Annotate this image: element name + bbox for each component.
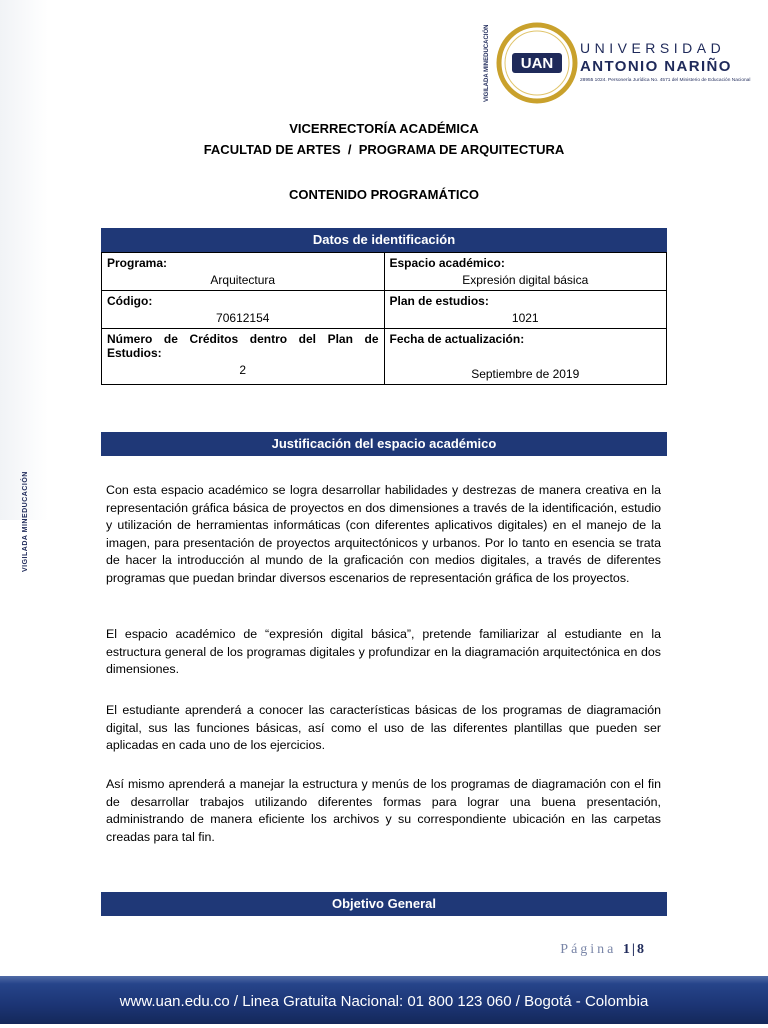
objective-title-bar: Objetivo General — [101, 892, 667, 916]
logo-small-print: 28955 1024. Personería Jurídica No. 4571 del Ministerio de Educación Nacional — [580, 78, 751, 83]
uan-seal-icon — [496, 22, 578, 104]
cell-value: Septiembre de 2019 — [471, 367, 580, 381]
table-row — [102, 253, 667, 291]
cell-label: Programa: — [107, 256, 168, 270]
cell-value: Arquitectura — [210, 273, 276, 287]
table-cell-plan — [384, 291, 667, 329]
cell-value: 2 — [239, 363, 247, 377]
justification-paragraph-4: Así mismo aprenderá a manejar la estructura y menús de los programas de diagramación con el fin de desarrollar trabajos utilizando diferentes formas para lograr una buena presentación, administrando de manera eficiente los archivos y su correspondiente ubicación en las carpetas creadas para tal fin. — [106, 777, 661, 844]
justification-paragraph-1: Con esta espacio académico se logra desarrollar habilidades y destrezas de manera creativa en la representación gráfica básica de proyectos en dos dimensiones a través de la identificación, estudio y utilización de herramientas informáticas (con diferentes aplicativos digitales) en el manejo de la imagen, para presentación de proyectos arquitectónicos y urbanos. Por lo tanto en esencia se trata de hacer la introducción al mundo de la graficación con medios digitales, a través de diferentes programas que puedan brindar diversos escenarios de representación gráfica de los proyectos. — [106, 483, 661, 585]
logo-vigilada-text: VIGILADA MINEDUCACIÓN — [484, 24, 490, 102]
side-vigilada-text: VIGILADA MINEDUCACIÓN — [22, 471, 29, 572]
justification-paragraph-3: El estudiante aprenderá a conocer las características básicas de los programas de diagramación digital, sus las funciones básicas, así como el uso de las diferentes plantillas que pueden ser aplicadas en cada uno de los ejercicios. — [106, 703, 661, 752]
footer-text: www.uan.edu.co / Linea Gratuita Nacional: 01 800 123 060 / Bogotá - Colombia — [119, 993, 649, 1010]
cell-label: Espacio académico: — [389, 256, 505, 270]
logo-name-line1: UNIVERSIDAD — [580, 40, 726, 56]
cell-label: Plan de estudios: — [389, 294, 489, 308]
page-number-total: 8 — [637, 942, 646, 957]
cell-label: Fecha de actualización: — [389, 332, 525, 346]
logo-vigilada-mark — [484, 24, 496, 102]
footer-highlight — [0, 976, 768, 984]
justification-paragraph-2: El espacio académico de “expresión digital básica”, pretende familiarizar al estudiante en la estructura general de los programas digitales y profundizar en la diagramación arquitectónica en dos dimensiones. — [106, 627, 661, 676]
logo-name-line2: ANTONIO NARIÑO — [580, 58, 732, 75]
page-number-separator: | — [631, 942, 637, 957]
table-cell-codigo — [102, 291, 385, 329]
logo-mark-text: UAN — [520, 55, 554, 72]
identification-title-bar: Datos de identificación — [101, 228, 667, 252]
table-cell-fecha — [384, 329, 667, 385]
table-row — [102, 291, 667, 329]
justification-title-bar: Justificación del espacio académico — [101, 432, 667, 456]
side-vigilada-mark — [22, 472, 36, 572]
table-cell-programa — [102, 253, 385, 291]
table-row — [102, 329, 667, 385]
page-edge-shade — [0, 0, 48, 520]
footer-banner — [0, 976, 768, 1024]
table-cell-creditos — [102, 329, 385, 385]
cell-label: Código: — [107, 294, 153, 308]
cell-value: 70612154 — [216, 311, 270, 325]
page-number-label: Página — [560, 942, 617, 957]
cell-value: 1021 — [511, 311, 539, 325]
cell-value: Expresión digital básica — [462, 273, 589, 287]
heading-contenido: CONTENIDO PROGRAMÁTICO — [289, 187, 479, 202]
identification-table — [101, 252, 667, 385]
table-cell-espacio — [384, 253, 667, 291]
university-logo — [484, 22, 751, 106]
page-number — [560, 942, 646, 958]
page-number-current: 1 — [622, 942, 632, 957]
heading-facultad: FACULTAD DE ARTES / PROGRAMA DE ARQUITECTURA — [203, 142, 565, 157]
heading-vicerrectoria: VICERRECTORÍA ACADÉMICA — [289, 121, 479, 136]
cell-label: Número de Créditos dentro del Plan de Estudios: — [107, 332, 379, 360]
